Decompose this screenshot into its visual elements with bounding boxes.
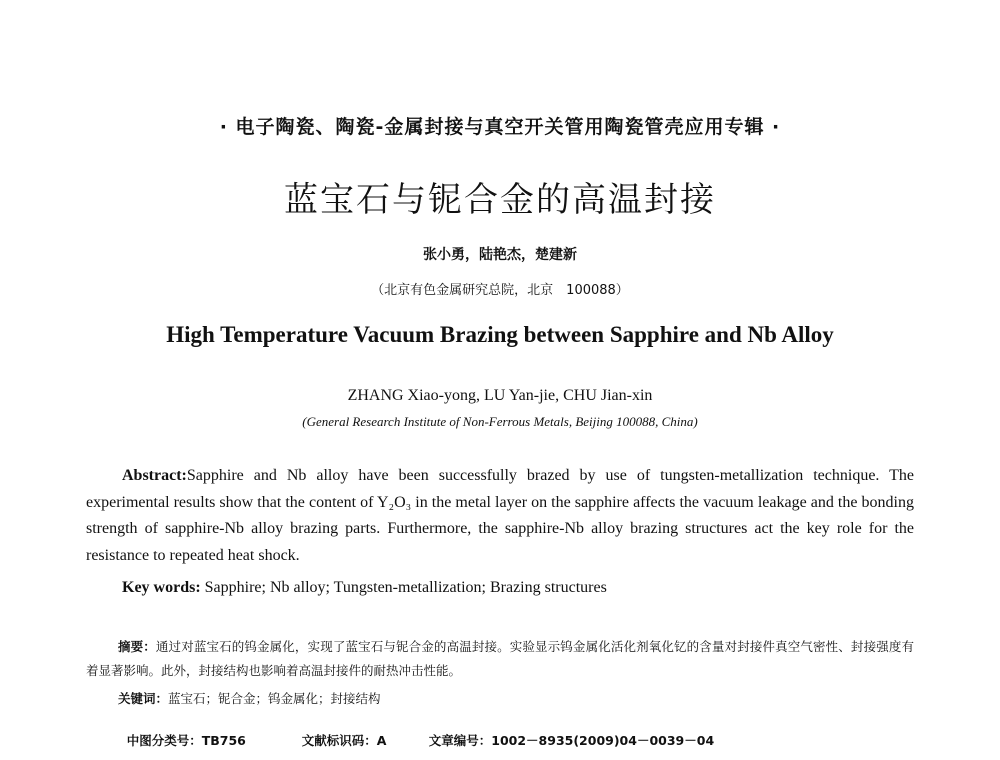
doccode-value: A xyxy=(376,733,387,748)
chinese-affiliation: （北京有色金属研究总院，北京 100088） xyxy=(371,283,629,298)
chinese-abstract xyxy=(86,635,914,683)
chinese-abstract-text: 通过对蓝宝石的钨金属化，实现了蓝宝石与铌合金的高温封接。实验显示钨金属化活化剂氧化钇的含量对封接件真空气密性、封接强度有着显著影响。此外，封接结构也影响着高温封接件的耐热冲击性能。 xyxy=(86,639,914,678)
clc-label: 中图分类号： xyxy=(126,733,202,748)
series-header: · 电子陶瓷、陶瓷-金属封接与真空开关管用陶瓷管壳应用专辑 · xyxy=(219,116,781,138)
english-affiliation: (General Research Institute of Non-Ferrous Metals, Beijing 100088, China) xyxy=(302,414,698,429)
english-keywords-label: Key words: xyxy=(122,579,201,596)
english-keywords xyxy=(122,579,607,597)
article-number-label: 文章编号： xyxy=(428,733,492,748)
article-number-value: 1002－8935(2009)04－0039－04 xyxy=(491,733,715,748)
doccode-label: 文献标识码： xyxy=(301,733,377,748)
english-title: High Temperature Vacuum Brazing between Sapphire and Nb Alloy xyxy=(166,322,834,347)
chinese-keywords-text: 蓝宝石；铌合金；钨金属化；封接结构 xyxy=(168,691,381,706)
clc-value: TB756 xyxy=(201,733,246,748)
chinese-authors: 张小勇，陆艳杰，楚建新 xyxy=(423,247,577,263)
english-abstract-formula: Y₂O₃ xyxy=(376,493,412,511)
chinese-keywords-label: 关键词： xyxy=(118,691,169,706)
english-keywords-text: Sapphire; Nb alloy; Tungsten-metallization; Brazing structures xyxy=(200,579,607,596)
chinese-keywords xyxy=(118,689,381,707)
english-abstract-text-2: in the metal layer on the sapphire affects the vacuum leakage and the bonding strength of sapphire-Nb alloy brazing parts. Furthermore, the sapphire-Nb alloy brazing structures act the key role for the resistance to repeated heat shock. xyxy=(86,493,914,564)
english-abstract xyxy=(86,463,914,569)
english-authors: ZHANG Xiao-yong, LU Yan-jie, CHU Jian-xin xyxy=(347,387,653,404)
english-abstract-label: Abstract: xyxy=(122,467,187,484)
chinese-abstract-label: 摘要： xyxy=(118,639,156,654)
english-abstract-text-1: Sapphire and Nb alloy have been successfully brazed by use of tungsten-metallization technique. The experimental results show that the content of xyxy=(86,467,914,511)
classification-line xyxy=(118,716,714,749)
chinese-title: 蓝宝石与铌合金的高温封接 xyxy=(284,180,716,220)
